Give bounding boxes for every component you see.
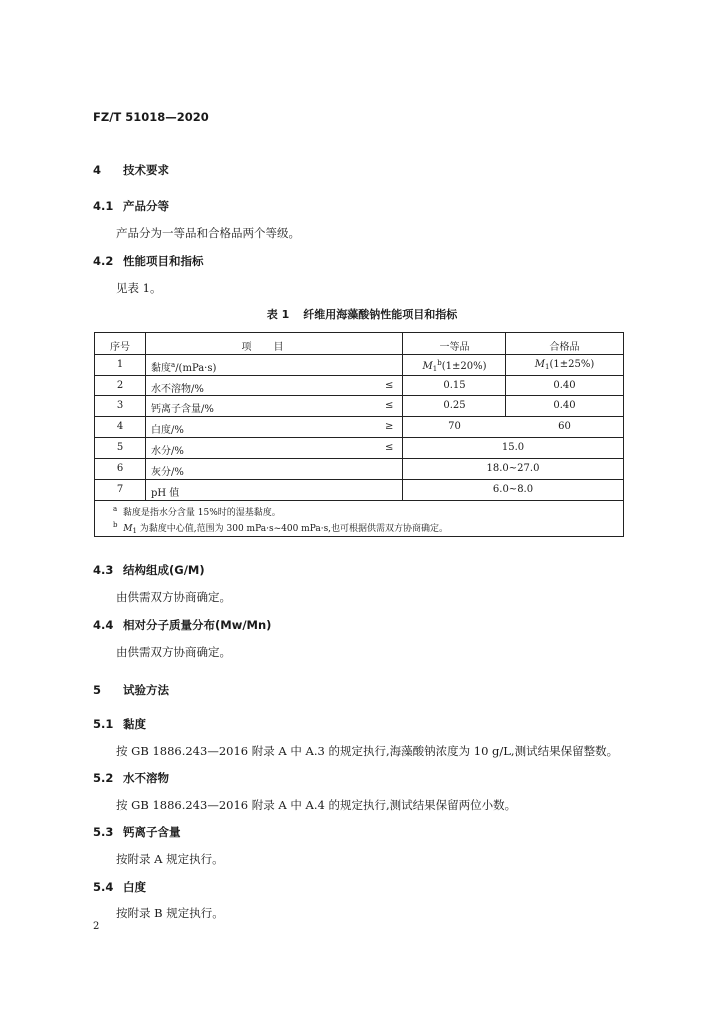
item-viscosity: 黏度$^a$/(mPa·s): [151, 361, 217, 374]
paragraph-5-2: 按 GB 1886.243—2016 附录 A 中 A.4 的规定执行,测试结果保留两位小数。: [116, 798, 517, 812]
heading-5-4: 5.4 白度: [93, 880, 146, 894]
operator: ≤: [385, 380, 394, 391]
header-seq: 序号: [110, 342, 130, 353]
header-qualified: 合格品: [549, 342, 580, 353]
paragraph-5-3: 按附录 A 规定执行。: [116, 852, 224, 866]
heading-5-1: 5.1 黏度: [93, 717, 146, 731]
heading-4: 4 技术要求: [93, 163, 169, 177]
paragraph-5-1: 按 GB 1886.243—2016 附录 A 中 A.3 的规定执行,海藻酸钠浓度为 10 g/L,测试结果保留整数。: [116, 744, 619, 758]
paragraph-4-1: 产品分为一等品和合格品两个等级。: [116, 226, 300, 240]
header-first-grade: 一等品: [439, 342, 470, 353]
table-caption: 表 1 纤维用海藻酸钠性能项目和指标: [266, 308, 458, 321]
paragraph-4-4: 由供需双方协商确定。: [116, 645, 231, 659]
paragraph-5-4: 按附录 B 规定执行。: [116, 906, 224, 920]
heading-5-2: 5.2 水不溶物: [93, 771, 169, 785]
value-qualified: $M_1(1\pm 25\%)$: [534, 359, 595, 371]
paragraph-4-3: 由供需双方协商确定。: [116, 590, 231, 604]
document-code: FZ/T 51018—2020: [93, 110, 209, 124]
paragraph-4-2: 见表 1。: [116, 281, 162, 295]
value-first-grade: $M_1^b(1\pm 20\%)$: [422, 359, 487, 373]
header-item: 项目: [241, 342, 306, 353]
operator: ≥: [385, 421, 394, 432]
performance-table: 序号 项目 一等品 合格品 1 黏度$^a$/(mPa·s) $M_1^b(1\pm 20\%)$ $M_1(1\pm 25\%)$ 2 水不溶物/% ≤ 0.15 0.40 3 钙离子含量/% ≤ 0.25 0.40 4 白度/% ≥ 70 60 5 水分/% ≤ 15.0 6 灰分/% 18.0~27.0 7 pH 值 6.0~8.0 $^a$ 黏度是指水分含量 15%时的湿基黏度。 $^b$ $M_1$ 为黏度中心值,范围为 300 mPa·s~400 mPa·s,也可根据供需双方协商确定。: [94, 332, 624, 537]
heading-5-3: 5.3 钙离子含量: [93, 825, 181, 839]
page-number: 2: [93, 921, 100, 932]
heading-5: 5 试验方法: [93, 683, 169, 697]
heading-4-1: 4.1 产品分等: [93, 199, 169, 213]
heading-4-3: 4.3 结构组成(G/M): [93, 563, 205, 577]
heading-4-2: 4.2 性能项目和指标: [93, 254, 204, 268]
operator: ≤: [385, 442, 394, 453]
operator: ≤: [385, 400, 394, 411]
table-note-b: $^b$ $M_1$ 为黏度中心值,范围为 300 mPa·s~400 mPa·s,也可根据供需双方协商确定。: [113, 521, 449, 535]
heading-4-4: 4.4 相对分子质量分布(Mw/Mn): [93, 618, 272, 632]
table-note-a: $^a$ 黏度是指水分含量 15%时的湿基黏度。: [113, 505, 281, 518]
